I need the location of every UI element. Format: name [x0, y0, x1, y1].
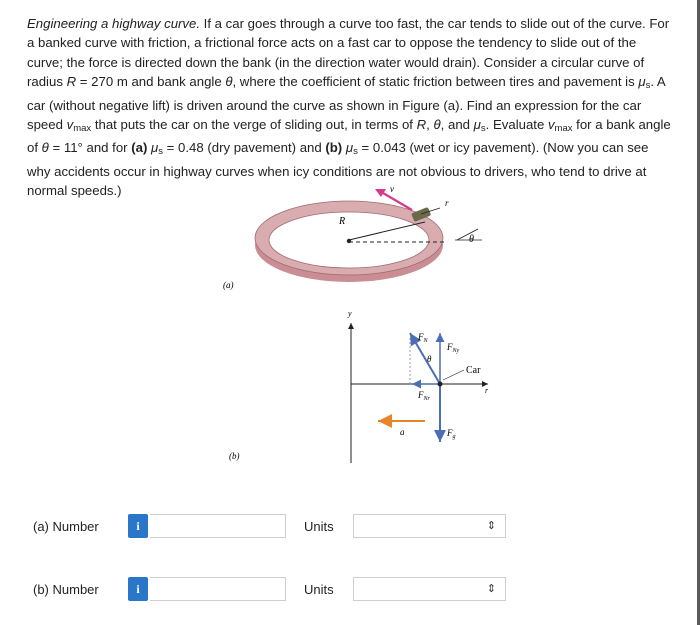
problem-text: that puts the car on the verge of sliding out, in terms of: [91, 117, 417, 133]
center-dot: [347, 239, 351, 243]
problem-text: = 0.043 (wet or icy pavement). (Now you can see why accidents occur in highway curves when icy conditions are not obvious to drivers, who tend to drive at normal speeds.): [27, 140, 649, 199]
symbol-mu: μ: [473, 117, 481, 133]
problem-text: = 270 m and bank angle: [76, 74, 226, 90]
label-car: Car: [466, 365, 481, 376]
problem-text: , and: [440, 117, 474, 133]
symbol-theta: θ: [433, 117, 441, 133]
units-select-a[interactable]: [353, 514, 506, 538]
label-fg: $F_g$: [447, 428, 456, 440]
figure-b: [229, 309, 489, 463]
units-label-a: Units: [304, 519, 334, 534]
symbol-mu: μ: [342, 140, 354, 156]
problem-title: Engineering a highway curve.: [27, 16, 201, 31]
figure-a-label: (a): [223, 280, 234, 290]
symbol-mu: μ: [638, 74, 646, 90]
label-v: v: [390, 184, 394, 194]
symbol-sub: s: [158, 146, 163, 158]
part-b-marker: (b): [325, 140, 343, 156]
bank-slope: [457, 229, 478, 240]
symbol-theta: θ: [41, 140, 49, 156]
info-icon[interactable]: i: [128, 577, 148, 601]
label-r-axis: r: [445, 198, 449, 208]
symbol-mu: μ: [147, 140, 159, 156]
units-select-b[interactable]: [353, 577, 506, 601]
figure-b-label: (b): [229, 451, 240, 461]
problem-text: . Evaluate: [485, 117, 548, 133]
symbol-v: v: [547, 117, 555, 133]
symbol-sub: max: [73, 123, 92, 135]
label-fnr: $F_{Nr}$: [418, 390, 430, 402]
problem-text: If a car goes through a curve too fast, the car tends to slide out of the curve. For a banked curve with friction, a frictional force acts on a fast car to oppose the tendency to slide out of the curve; the force is directed down the bank (in the direction water would drain). Consider a circular curve of radius: [27, 16, 670, 90]
answer-b-label: (b) Number: [33, 582, 99, 597]
symbol-sub: s: [353, 146, 358, 158]
part-a-marker: (a): [131, 140, 148, 156]
answer-row-a: [0, 512, 700, 542]
problem-text: = 11° and for: [48, 140, 132, 156]
label-r-axis-b: r: [485, 386, 489, 395]
symbol-r: R: [416, 117, 427, 133]
problem-text: ,: [426, 117, 434, 133]
label-r: R: [339, 216, 346, 227]
label-fny: $F_{Ny}$: [447, 342, 460, 354]
label-y: y: [348, 309, 352, 318]
answer-row-b: [0, 575, 700, 605]
symbol-sub: max: [554, 123, 573, 135]
chevron-updown-icon: ⇕: [486, 583, 496, 595]
chevron-updown-icon: ⇕: [486, 520, 496, 532]
figure-a: [223, 184, 482, 290]
symbol-theta: θ: [225, 74, 233, 90]
symbol-v: v: [66, 117, 74, 133]
number-input-b[interactable]: [150, 577, 286, 601]
problem-text: . A car (without negative lift) is driven around the curve as shown in Figure (a). Find an expression for the car speed: [27, 74, 665, 133]
units-label-b: Units: [304, 582, 334, 597]
symbol-sub: s: [480, 123, 486, 135]
symbol-r: R: [66, 74, 77, 90]
car-point: [438, 382, 443, 387]
label-theta-b: θ: [427, 354, 432, 364]
car-pointer-b: [443, 370, 464, 380]
answer-a-label: (a) Number: [33, 519, 99, 534]
label-a: a: [400, 427, 405, 437]
problem-text: for a bank angle of: [27, 117, 671, 156]
number-input-a[interactable]: [150, 514, 286, 538]
label-fn: $F_N$: [418, 332, 428, 344]
problem-text: = 0.48 (dry pavement) and: [162, 140, 326, 156]
info-icon[interactable]: i: [128, 514, 148, 538]
symbol-sub: s: [645, 80, 651, 92]
problem-text: , where the coefficient of static friction between tires and pavement is: [232, 74, 639, 90]
label-theta: θ: [469, 234, 474, 245]
